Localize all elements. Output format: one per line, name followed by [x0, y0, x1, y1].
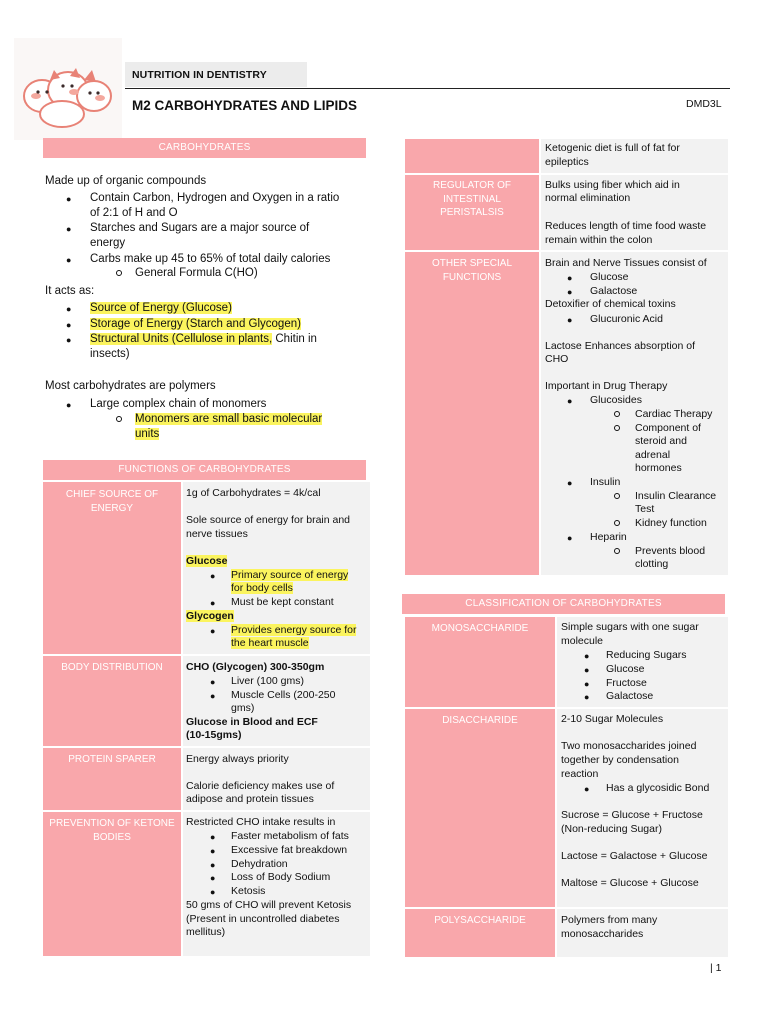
circle-bullet-icon	[614, 411, 620, 417]
cell-text: Polymers from many	[561, 914, 658, 926]
cell-text: Loss of Body Sodium	[231, 871, 331, 883]
bullet-icon: ●	[584, 665, 590, 675]
cell-text: reaction	[561, 768, 599, 780]
cell-text: Two monosaccharides joined	[561, 740, 697, 752]
row-label	[405, 179, 539, 220]
cell-text: Galactose	[606, 690, 654, 702]
cell-text: Liver (100 gms)	[231, 675, 304, 687]
page-number: | 1	[710, 962, 722, 974]
row-label-line: CHIEF SOURCE OF	[65, 489, 159, 500]
cell-text: Dehydration	[231, 858, 288, 870]
bullet-icon: ●	[567, 396, 573, 406]
cell-text: Faster metabolism of fats	[231, 830, 349, 842]
cell-text: Restricted CHO intake results in	[186, 816, 336, 828]
cell-text: Detoxifier of chemical toxins	[545, 298, 676, 310]
bullet-icon: ●	[584, 679, 590, 689]
cell-text: Galactose	[590, 285, 638, 297]
role-text	[90, 301, 232, 316]
classification-heading: CLASSIFICATION OF CARBOHYDRATES	[402, 594, 725, 614]
cell-text: Lactose = Galactose + Glucose	[561, 850, 708, 862]
cell-text: adipose and protein tissues	[186, 793, 314, 805]
course-code: DMD3L	[686, 98, 722, 110]
point-text: energy	[90, 237, 126, 249]
bullet-icon: ●	[210, 571, 216, 581]
cell-text: clotting	[635, 558, 669, 570]
bullet-icon: ●	[567, 315, 573, 325]
bullet-icon: ●	[210, 873, 216, 883]
cell-text: Glucuronic Acid	[590, 313, 663, 325]
course-topic: NUTRITION IN DENTISTRY	[132, 69, 267, 81]
cell-text: gms)	[231, 702, 255, 714]
point-text: of 2:1 of H and O	[90, 207, 178, 219]
row-label-line: BODIES	[93, 831, 131, 843]
row-label-line: REGULATOR OF	[433, 180, 511, 191]
cell-highlight: for body cells	[231, 582, 293, 594]
row-label-line: PERISTALSIS	[440, 207, 504, 218]
cell-text: Muscle Cells (200-250	[231, 689, 336, 701]
polymers-text: Most carbohydrates are polymers	[45, 380, 216, 392]
cell-text: Reduces length of time food waste	[545, 220, 707, 232]
bullet-icon: ●	[66, 194, 72, 204]
cell-text: together by condensation	[561, 754, 679, 766]
role-highlight: Storage of Energy (Starch and Glycogen)	[90, 318, 301, 330]
bullet-icon: ●	[210, 677, 216, 687]
cell-text: Glucosides	[590, 394, 642, 406]
bullet-icon: ●	[567, 478, 573, 488]
cell-text: Glucose	[590, 271, 629, 283]
role-highlight: Source of Energy (Glucose)	[90, 302, 232, 314]
circle-bullet-icon	[614, 425, 620, 431]
cell-text: Calorie deficiency makes use of	[186, 780, 335, 792]
role-text: insects)	[90, 348, 130, 360]
row-label: DISACCHARIDE	[442, 715, 518, 726]
row-label	[405, 257, 539, 284]
cell-text: Kidney function	[635, 517, 707, 529]
cell-text: Reducing Sugars	[606, 649, 687, 661]
acts-as-text: It acts as:	[45, 285, 95, 297]
cell-text: normal elimination	[545, 192, 631, 204]
row-label-line: INTESTINAL	[443, 193, 501, 205]
role-highlight: Structural Units (Cellulose in plants,	[90, 333, 273, 345]
row-label: PROTEIN SPARER	[68, 754, 156, 765]
cell-text: Prevents blood	[635, 545, 706, 557]
cell-text: epileptics	[545, 156, 589, 168]
cell-text: Test	[635, 503, 655, 515]
cell-text: 50 gms of CHO will prevent Ketosis	[186, 899, 352, 911]
circle-bullet-icon	[614, 520, 620, 526]
cell-text: CHO	[545, 353, 569, 365]
chain-text: Large complex chain of monomers	[90, 398, 267, 410]
mascot-logo-icon	[14, 38, 122, 140]
row-label-line: PREVENTION OF KETONE	[49, 818, 175, 829]
bullet-icon: ●	[567, 533, 573, 543]
table-label-cell	[405, 252, 539, 575]
monomer-highlight: units	[135, 428, 160, 440]
bullet-icon: ●	[584, 651, 590, 661]
cell-text: Fructose	[606, 677, 647, 689]
cell-text: Bulks using fiber which aid in	[545, 179, 680, 191]
page-title: M2 CARBOHYDRATES AND LIPIDS	[132, 98, 358, 113]
cell-text: Important in Drug Therapy	[545, 380, 668, 392]
bullet-icon: ●	[210, 691, 216, 701]
cell-text: Sole source of energy for brain and	[186, 514, 351, 526]
cell-text: 1g of Carbohydrates = 4k/cal	[186, 487, 321, 499]
monomer-highlight: Monomers are small basic molecular	[135, 413, 323, 425]
cell-text: Has a glycosidic Bond	[606, 782, 710, 794]
cell-text: nerve tissues	[186, 528, 248, 540]
carbohydrates-heading: CARBOHYDRATES	[43, 138, 366, 158]
cell-text: Energy always priority	[186, 753, 289, 765]
cell-text: Ketosis	[231, 885, 266, 897]
cell-text: Simple sugars with one sugar	[561, 621, 699, 633]
cell-highlight: the heart muscle	[231, 637, 309, 649]
table-label-cell	[405, 139, 539, 173]
point-text: Contain Carbon, Hydrogen and Oxygen in a ratio	[90, 192, 340, 204]
circle-bullet-icon	[116, 416, 122, 422]
cell-text: Excessive fat breakdown	[231, 844, 348, 856]
bullet-icon: ●	[66, 255, 72, 265]
bullet-icon: ●	[66, 320, 72, 330]
row-label	[43, 817, 181, 844]
point-text: General Formula C(HO)	[135, 267, 258, 279]
cell-text: remain within the colon	[545, 234, 653, 246]
bullet-icon: ●	[66, 224, 72, 234]
cell-text: hormones	[635, 462, 682, 474]
intro-text: Made up of organic compounds	[45, 175, 207, 187]
monomer-text	[135, 427, 159, 442]
cell-text: Component of	[635, 422, 701, 434]
cell-text: monosaccharides	[561, 928, 644, 940]
cell-highlight: Glycogen	[186, 610, 234, 622]
row-label-line: OTHER SPECIAL	[431, 258, 513, 269]
cell-text: Ketogenic diet is full of fat for	[545, 142, 680, 154]
cell-text: Brain and Nerve Tissues consist of	[545, 257, 707, 269]
row-label-line: ENERGY	[90, 502, 134, 514]
bullet-icon: ●	[584, 784, 590, 794]
cell-text: molecule	[561, 635, 604, 647]
bullet-icon: ●	[584, 692, 590, 702]
bullet-icon: ●	[66, 400, 72, 410]
cell-text: Lactose Enhances absorption of	[545, 340, 696, 352]
row-label: MONOSACCHARIDE	[431, 623, 529, 634]
cell-highlight: Glucose	[186, 555, 228, 567]
bullet-icon: ●	[210, 598, 216, 608]
cell-text: Insulin Clearance	[635, 490, 717, 502]
cell-highlight: Provides energy source for	[231, 624, 357, 636]
bullet-icon: ●	[567, 273, 573, 283]
cell-text: (Present in uncontrolled diabetes	[186, 913, 340, 925]
cell-text: (10-15gms)	[186, 729, 242, 741]
cell-text: steroid and	[635, 435, 687, 447]
row-label: BODY DISTRIBUTION	[61, 662, 163, 673]
header-divider	[125, 88, 730, 89]
role-text	[90, 317, 301, 332]
cell-text: CHO (Glycogen) 300-350gm	[186, 661, 325, 673]
bullet-icon: ●	[210, 887, 216, 897]
row-label	[43, 488, 181, 515]
cell-text: mellitus)	[186, 926, 226, 938]
table-label-cell	[405, 709, 555, 907]
monomer-text	[135, 412, 322, 427]
point-text: Carbs make up 45 to 65% of total daily calories	[90, 253, 331, 265]
cell-text: Glucose	[606, 663, 645, 675]
role-text-plain: Chitin in	[275, 333, 317, 345]
bullet-icon: ●	[66, 304, 72, 314]
bullet-icon: ●	[210, 860, 216, 870]
bullet-icon: ●	[210, 832, 216, 842]
cell-text: Cardiac Therapy	[635, 408, 713, 420]
role-text	[90, 332, 317, 347]
bullet-icon: ●	[210, 626, 216, 636]
cell-text: Insulin	[590, 476, 621, 488]
cell-text: Sucrose = Glucose + Fructose	[561, 809, 703, 821]
point-text: Starches and Sugars are a major source of	[90, 222, 310, 234]
cell-text: Maltose = Glucose + Glucose	[561, 877, 699, 889]
row-label-line: FUNCTIONS	[442, 271, 502, 283]
cell-text: adrenal	[635, 449, 671, 461]
circle-bullet-icon	[614, 548, 620, 554]
circle-bullet-icon	[614, 493, 620, 499]
cell-text: (Non-reducing Sugar)	[561, 823, 662, 835]
bullet-icon: ●	[567, 287, 573, 297]
cell-text: Heparin	[590, 531, 627, 543]
circle-bullet-icon	[116, 270, 122, 276]
cell-text: 2-10 Sugar Molecules	[561, 713, 664, 725]
cell-highlight: Primary source of energy	[231, 569, 349, 581]
bullet-icon: ●	[66, 335, 72, 345]
functions-heading: FUNCTIONS OF CARBOHYDRATES	[43, 460, 366, 480]
bullet-icon: ●	[210, 846, 216, 856]
cell-text: Glucose in Blood and ECF	[186, 716, 318, 728]
cell-text: Must be kept constant	[231, 596, 334, 608]
row-label: POLYSACCHARIDE	[434, 915, 526, 926]
